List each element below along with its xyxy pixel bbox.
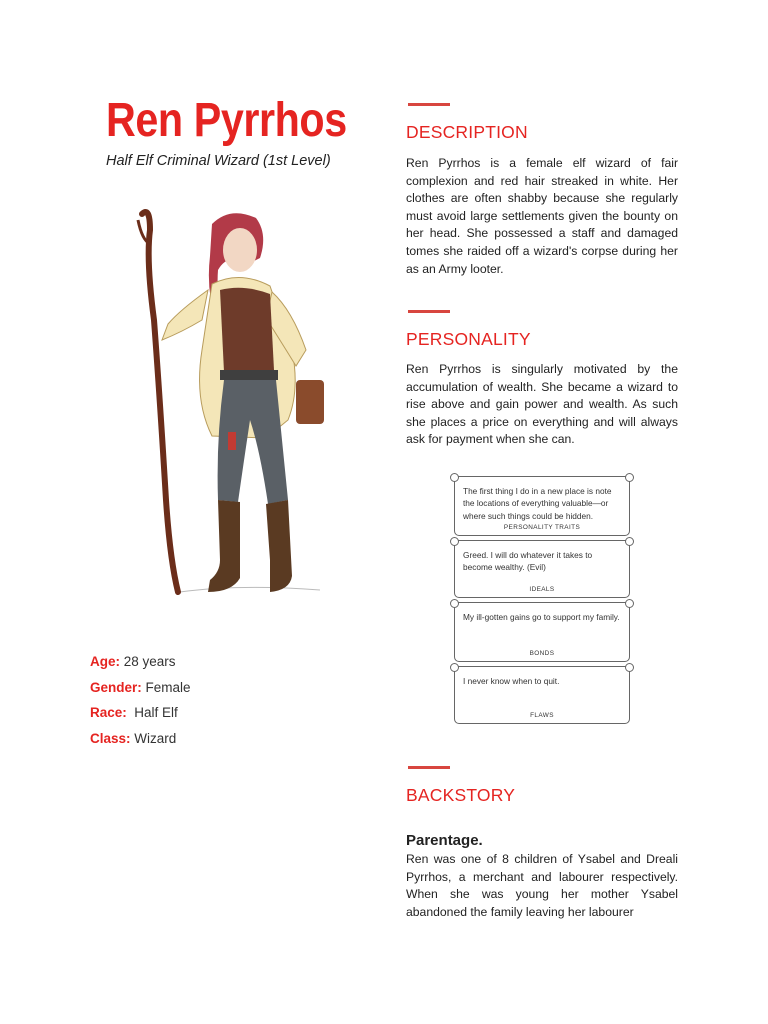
stat-age <box>90 652 191 678</box>
backstory-text: Ren was one of 8 children of Ysabel and Dreali Pyrrhos, a merchant and labourer respectively. When she was young her mother Ysabel abandoned the family leaving her labourer <box>406 852 678 919</box>
backstory-subheading: Parentage. <box>406 832 483 849</box>
panel-label: BONDS <box>529 650 555 657</box>
flaws-panel <box>454 666 630 724</box>
description-heading: DESCRIPTION <box>406 122 528 142</box>
panel-text: Greed. I will do whatever it takes to become wealthy. (Evil) <box>463 550 593 573</box>
personality-heading: PERSONALITY <box>406 329 531 349</box>
stat-label: Class: <box>90 730 131 746</box>
panel-label: FLAWS <box>530 712 554 719</box>
character-subtitle: Half Elf Criminal Wizard (1st Level) <box>106 153 331 169</box>
panel-label: IDEALS <box>529 586 555 593</box>
stat-class <box>90 729 191 755</box>
backstory-heading: BACKSTORY <box>406 785 516 805</box>
stat-value: Wizard <box>130 730 177 746</box>
stat-value: Female <box>141 679 191 695</box>
stat-gender <box>90 678 191 704</box>
personality-text: Ren Pyrrhos is singularly motivated by the accumulation of wealth. She became a wizard to rise above and gain power and wealth. As such she places a price on everything and will always ask for payment when she can. <box>406 362 678 447</box>
character-name: Ren Pyrrhos <box>106 94 347 147</box>
panel-text: My ill-gotten gains go to support my family. <box>463 612 620 622</box>
stat-value: 28 years <box>120 654 176 669</box>
stat-value: Half Elf <box>126 705 178 720</box>
bonds-panel <box>454 602 630 662</box>
panel-text: The first thing I do in a new place is note the locations of everything valuable—or where such things could be hidden. <box>463 486 612 521</box>
ideals-panel <box>454 540 630 598</box>
section-rule <box>408 103 450 106</box>
panel-text: I never know when to quit. <box>463 676 560 686</box>
section-rule <box>408 310 450 313</box>
stat-race <box>90 703 191 729</box>
personality-traits-panel <box>454 476 630 536</box>
traits-card <box>452 476 632 726</box>
stat-label: Gender: <box>90 679 142 695</box>
panel-label: PERSONALITY TRAITS <box>503 524 581 531</box>
section-rule <box>408 766 450 769</box>
stat-label: Age: <box>90 654 120 669</box>
description-text: Ren Pyrrhos is a female elf wizard of fair complexion and red hair streaked in white. Her clothes are often shabby because she regularly must avoid large settlements given the bounty on her head. She possessed a staff and damaged tomes she raided off a wizard's corpse during her as an Army looter. <box>406 156 678 276</box>
character-stats <box>90 652 191 754</box>
character-illustration <box>120 200 350 610</box>
stat-label: Race: <box>90 705 127 720</box>
